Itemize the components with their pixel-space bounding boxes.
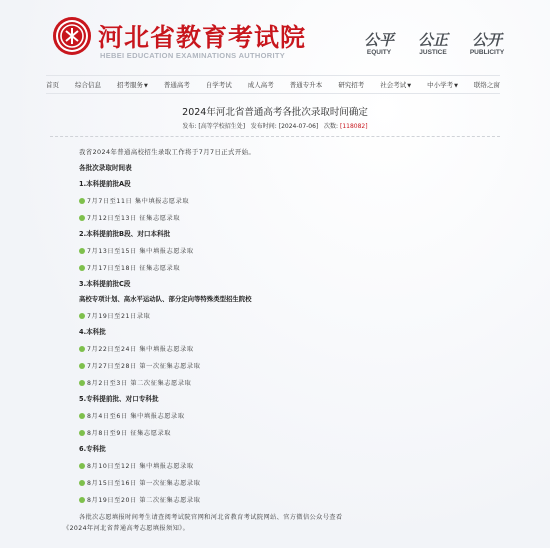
meta-source-label: 发布:: [182, 123, 197, 130]
bullet-icon: [79, 346, 85, 352]
schedule-heading: 各批次录取时间表: [79, 164, 132, 172]
bullet-icon: [79, 430, 85, 436]
nav-graduate[interactable]: [338, 80, 364, 89]
section-title: 1.本科提前批A段: [79, 180, 131, 188]
chevron-down-icon: ▼: [143, 83, 148, 89]
footnote: [63, 512, 499, 534]
list-item-text: 8月8日至9日 征集志愿录取: [87, 430, 172, 437]
value-publicity: [468, 31, 506, 56]
list-item-text: 7月13日至15日 集中填报志愿录取: [87, 248, 194, 255]
logo-title[interactable]: 河北省教育考试院: [98, 23, 307, 52]
bullet-icon: [79, 497, 85, 503]
intro-paragraph: 我省2024年普通高校招生录取工作将于7月7日正式开始。: [79, 148, 256, 156]
list-item-text: 7月7日至11日 集中填报志愿录取: [87, 198, 190, 205]
section-title: 4.本科批: [79, 328, 106, 336]
logo-seal-icon[interactable]: [53, 17, 91, 55]
list-item-text: 8月10日至12日 集中填报志愿录取: [87, 463, 194, 470]
value-justice-cn: 公正: [417, 31, 448, 49]
core-values: [360, 31, 506, 56]
value-equity-cn: 公平: [363, 31, 394, 49]
list-item: [79, 461, 499, 472]
meta-time-label: 发布时间:: [250, 123, 277, 130]
divider: [50, 136, 500, 137]
value-justice: [414, 31, 452, 56]
list-item: [79, 311, 499, 322]
meta-source: [高等学校招生处]: [198, 123, 246, 130]
nav-general-info[interactable]: [75, 80, 101, 89]
nav-upgrade[interactable]: [290, 80, 323, 89]
list-item-text: 8月4日至6日 集中填报志愿录取: [87, 413, 185, 420]
bullet-icon: [79, 413, 85, 419]
nav-graduate-label: 研究招考: [338, 81, 365, 89]
section-title: 6.专科批: [79, 445, 106, 453]
site-header: [0, 0, 550, 72]
nav-gaokao[interactable]: [164, 80, 190, 89]
list-item: [79, 428, 499, 439]
nav-school-exam-label: 中小学考: [427, 81, 454, 89]
list-item: [79, 378, 499, 389]
nav-home[interactable]: [46, 80, 59, 89]
section-title: 5.专科提前批、对口专科批: [79, 395, 159, 403]
bullet-icon: [79, 380, 85, 386]
nav-exam-services[interactable]: [117, 80, 148, 89]
bullet-icon: [79, 215, 85, 221]
value-publicity-en: PUBLICITY: [469, 49, 505, 56]
bullet-icon: [79, 480, 85, 486]
value-justice-en: JUSTICE: [419, 49, 447, 56]
list-item: [79, 196, 499, 207]
nav-general-info-label: 综合信息: [74, 81, 101, 89]
list-item-text: 8月15日至16日 第一次征集志愿录取: [87, 480, 201, 487]
logo-subtitle: HEBEI EDUCATION EXAMINATIONS AUTHORITY: [100, 51, 286, 60]
meta-views-label: 次数:: [324, 123, 339, 130]
nav-self-study-label: 自学考试: [205, 81, 232, 89]
nav-upgrade-label: 普通专升本: [289, 81, 323, 89]
list-item-text: 7月17日至18日 征集志愿录取: [87, 265, 181, 272]
list-item: [79, 411, 499, 422]
list-item: [79, 495, 499, 506]
nav-social-exam-label: 社会考试: [380, 81, 407, 89]
section-subtitle: 高校专项计划、高水平运动队、部分定向等特殊类型招生院校: [79, 295, 252, 303]
list-item: [79, 344, 499, 355]
list-item: [79, 478, 499, 489]
bullet-icon: [79, 265, 85, 271]
footnote-line-1: 各批次志愿填报时间考生请查阅考试院官网和河北省教育考试院网站、官方微信公众号查看: [79, 514, 343, 521]
bullet-icon: [79, 313, 85, 319]
list-item-text: 7月27日至28日 第一次征集志愿录取: [87, 363, 201, 370]
list-item: [79, 246, 499, 257]
meta-views: [118082]: [339, 123, 368, 130]
bullet-icon: [79, 198, 85, 204]
bullet-icon: [79, 363, 85, 369]
nav-adult-exam-label: 成人高考: [247, 81, 274, 89]
chevron-down-icon: ▼: [407, 83, 412, 89]
article-body: [63, 147, 499, 534]
article-meta: [0, 121, 550, 130]
nav-social-exam[interactable]: [380, 80, 411, 89]
nav-contact[interactable]: [474, 80, 500, 89]
article-title: 2024年河北省普通高考各批次录取时间确定: [182, 107, 368, 118]
bullet-icon: [79, 248, 85, 254]
list-item: [79, 213, 499, 224]
nav-gaokao-label: 普通高考: [163, 81, 190, 89]
value-equity-en: EQUITY: [366, 49, 392, 56]
list-item-text: 7月19日至21日录取: [87, 313, 151, 320]
chevron-down-icon: ▼: [454, 83, 458, 89]
list-item-text: 7月12日至13日 征集志愿录取: [87, 215, 181, 222]
list-item: [79, 263, 499, 274]
nav-home-label: 首页: [46, 81, 59, 89]
nav-self-study[interactable]: [206, 80, 232, 89]
footnote-line-2: 《2024年河北省普通高考志愿填报须知》。: [63, 525, 190, 532]
nav-adult-exam[interactable]: [248, 80, 274, 89]
nav-exam-services-label: 招考服务: [116, 81, 143, 89]
main-nav: [46, 75, 500, 94]
nav-school-exam[interactable]: [427, 80, 458, 89]
value-publicity-cn: 公开: [471, 31, 502, 49]
section-title: 3.本科提前批C段: [79, 280, 131, 288]
bullet-icon: [79, 463, 85, 469]
value-equity: [360, 31, 398, 56]
list-item-text: 8月2日至3日 第二次征集志愿录取: [87, 380, 192, 387]
list-item-text: 8月19日至20日 第二次征集志愿录取: [87, 497, 201, 504]
list-item-text: 7月22日至24日 集中填报志愿录取: [87, 346, 194, 353]
section-title: 2.本科提前批B段、对口本科批: [79, 230, 171, 238]
list-item: [79, 361, 499, 372]
meta-time: [2024-07-06]: [278, 123, 319, 130]
nav-contact-label: 联络之窗: [473, 81, 500, 89]
